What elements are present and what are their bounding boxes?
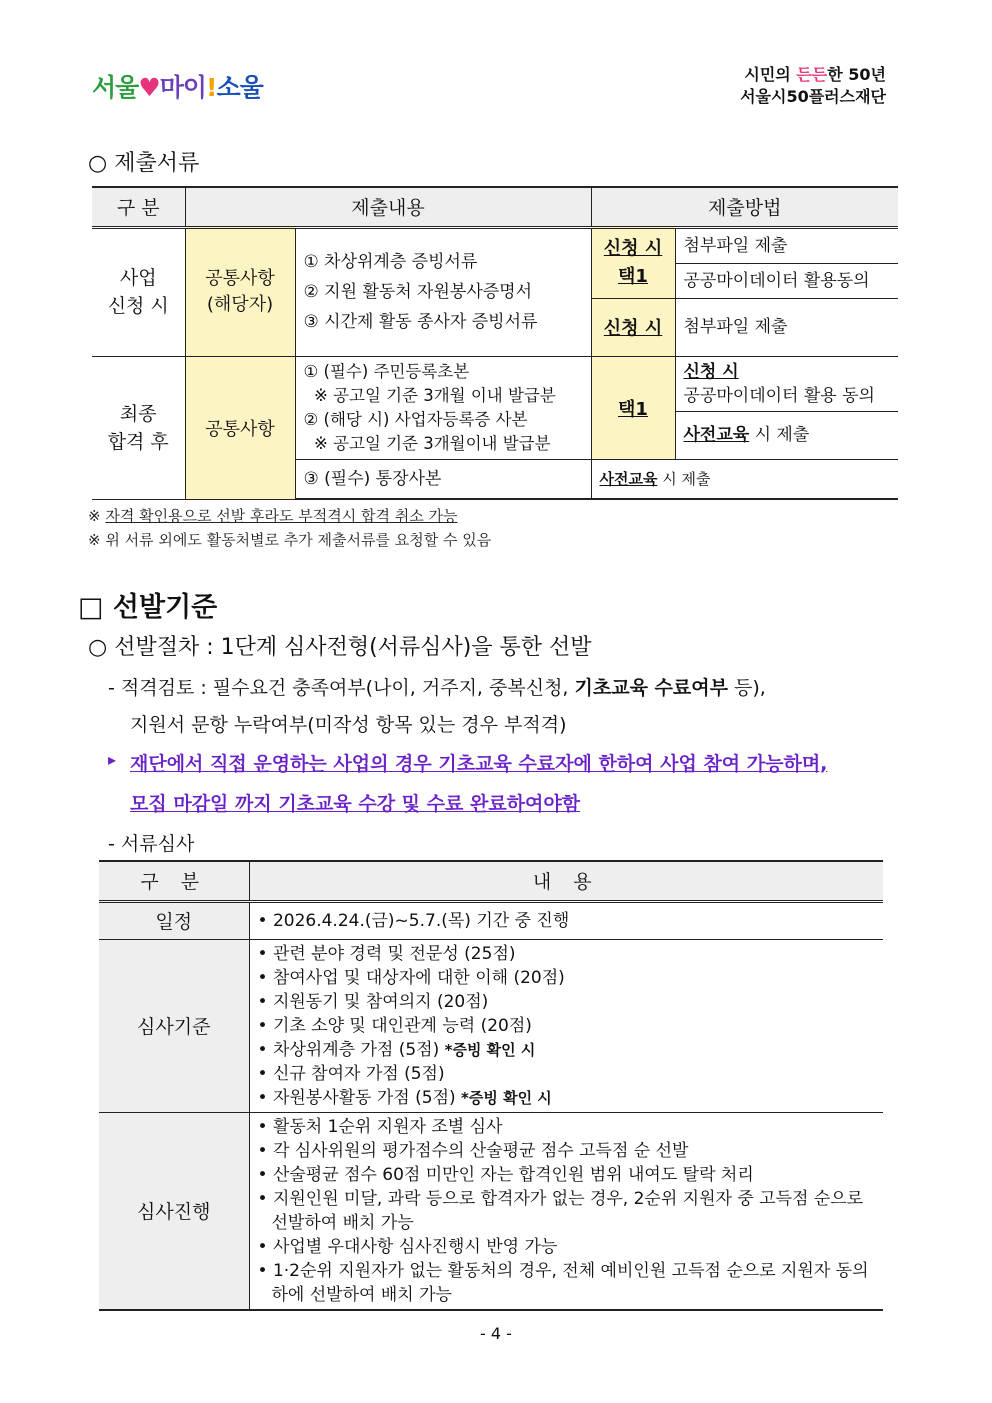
apply-method-attach: 첨부파일 제출 (675, 227, 898, 263)
seoul-my-soul-logo (92, 68, 263, 104)
logo-part-my: 마이 (159, 73, 207, 102)
note-additional-docs: ※ 위 서류 외에도 활동처별로 추가 제출서류를 요청할 수 있음 (88, 531, 492, 549)
col-header-content: 제출내용 (185, 187, 591, 227)
process-cell (249, 1112, 883, 1310)
row-apply-type: 공통사항 (해당자) (185, 227, 295, 356)
review-col-category: 구 분 (99, 861, 249, 901)
document-review-label: - 서류심사 (108, 833, 195, 855)
criteria-label: 심사기준 (99, 939, 249, 1112)
proof-required-note: *증빙 확인 시 (444, 1040, 536, 1059)
logo-part-exclaim: ! (206, 73, 217, 102)
final-method-mydata (675, 356, 898, 412)
col-header-method: 제출방법 (591, 187, 898, 227)
apply-method-mydata: 공공마이데이터 활용동의 (675, 263, 898, 298)
notice-line-2: 모집 마감일 까지 기초교육 수강 및 수료 완료하여야함 (130, 793, 581, 815)
logo-part-seoul: 서울 (92, 73, 139, 102)
proof-required-note: *증빙 확인 시 (461, 1088, 552, 1107)
schedule-item: • 2026.4.24.(금)~5.7.(목) 기간 중 진행 (258, 909, 876, 933)
review-text-bold: 기초교육 수료여부 (574, 677, 728, 699)
apply-method-choose-one: 신청 시 택1 (591, 227, 675, 298)
criteria-item: • 기초 소양 및 대인관계 능력 (20점) (258, 1014, 876, 1038)
review-text-post: 등), (727, 677, 766, 699)
review-col-content: 내 용 (249, 861, 883, 901)
row-apply-content: ① 차상위계층 증빙서류 ② 지원 활동처 자원봉사증명서 ③ 시간제 활동 종사자 증빙서류 (295, 227, 591, 356)
criteria-cell (249, 939, 883, 1112)
page-number: - 4 - (480, 1324, 512, 1343)
foundation-name: 서울시50플러스재단 (740, 87, 886, 106)
slogan-highlight: 든든 (796, 65, 828, 84)
process-item: • 각 심사위원의 평가점수의 산술평균 점수 고득점 순 선발 (258, 1139, 876, 1163)
criteria-item: • 신규 참여자 가점 (5점) (258, 1062, 876, 1086)
final-method-choose-one: 택1 (591, 356, 675, 459)
criteria-text: 차상위계층 가점 (5점) (272, 1039, 445, 1060)
eligibility-review-line2: 지원서 문항 누락여부(미작성 항목 있는 경우 부적격) (130, 714, 567, 736)
process-label: 심사진행 (99, 1112, 249, 1310)
note-eligibility-text: 자격 확인용으로 선발 후라도 부적격시 합격 취소 가능 (105, 507, 458, 525)
row-apply-category: 사업 신청 시 (92, 227, 185, 356)
criteria-item-volunteer (258, 1086, 876, 1110)
criteria-item: • 지원동기 및 참여의지 (20점) (258, 990, 876, 1014)
row-final-type: 공통사항 (185, 356, 295, 499)
process-item: • 산술평균 점수 60점 미만인 자는 합격인원 범위 내여도 탈락 처리 (258, 1163, 876, 1187)
process-item: • 1·2순위 지원자가 없는 활동처의 경우, 전체 예비인원 고득점 순으로 지원자 동의하에 선발하여 배치 가능 (258, 1259, 876, 1307)
heart-icon: ♥ (138, 73, 160, 102)
notice-line-1: 재단에서 직접 운영하는 사업의 경우 기초교육 수료자에 한하여 사업 참여 가능하며, (130, 753, 828, 775)
final-method-label-3: 사전교육 (599, 469, 658, 488)
final-method-label-1: 신청 시 (683, 361, 739, 382)
slogan-post: 한 50년 (827, 65, 886, 84)
selection-heading: ○ 선발절차 : 1단계 심사전형(서류심사)을 통한 선발 (88, 635, 592, 660)
docs-heading: ○ 제출서류 (88, 151, 200, 176)
final-method-education-text: 시 제출 (749, 425, 810, 446)
criteria-item: • 참여사업 및 대상자에 대한 이해 (20점) (258, 966, 876, 990)
criteria-text: 자원봉사활동 가점 (5점) (272, 1087, 462, 1108)
row-final-category: 최종 합격 후 (92, 356, 185, 499)
document-review-table (99, 860, 883, 1311)
schedule-cell (249, 901, 883, 939)
col-header-category: 구 분 (92, 187, 185, 227)
final-method-education-2 (591, 459, 898, 499)
apply-method-label-2: 신청 시 (591, 298, 675, 356)
process-item: • 사업별 우대사항 심사진행시 반영 가능 (258, 1235, 876, 1259)
slogan-pre: 시민의 (744, 65, 797, 84)
notice-arrow-icon: ▸ (108, 750, 117, 769)
logo-part-soul: 소울 (216, 73, 263, 102)
note-eligibility (88, 505, 458, 526)
final-method-mydata-text: 공공마이데이터 활용 동의 (683, 385, 875, 406)
schedule-label: 일정 (99, 901, 249, 939)
row-final-content: ① (필수) 주민등록초본 ※ 공고일 기준 3개월 이내 발급분 ② (해당 시) 사업자등록증 사본 ※ 공고일 기준 3개월이내 발급분 (295, 356, 591, 459)
criteria-item: • 관련 분야 경력 및 전문성 (25점) (258, 942, 876, 966)
process-item: • 활동처 1순위 지원자 조별 심사 (258, 1115, 876, 1139)
required-documents-table (92, 186, 898, 500)
note-mark: ※ (88, 507, 106, 525)
apply-method-attach-2: 첨부파일 제출 (675, 298, 898, 356)
final-method-label-2: 사전교육 (683, 425, 750, 446)
review-text-pre: - 적격검토 : 필수요건 충족여부(나이, 거주지, 중복신청, (108, 677, 575, 699)
final-method-education (675, 412, 898, 459)
foundation-slogan (740, 64, 886, 108)
section-title: □ 선발기준 (78, 592, 218, 623)
process-item: • 지원인원 미달, 과락 등으로 합격자가 없는 경우, 2순위 지원자 중 고득점 순으로 선발하여 배치 가능 (258, 1187, 876, 1235)
final-method-education-text-2: 시 제출 (657, 469, 711, 488)
eligibility-review (108, 673, 766, 700)
criteria-item-low-income (258, 1038, 876, 1062)
row-final-content-3: ③ (필수) 통장사본 (295, 459, 591, 499)
